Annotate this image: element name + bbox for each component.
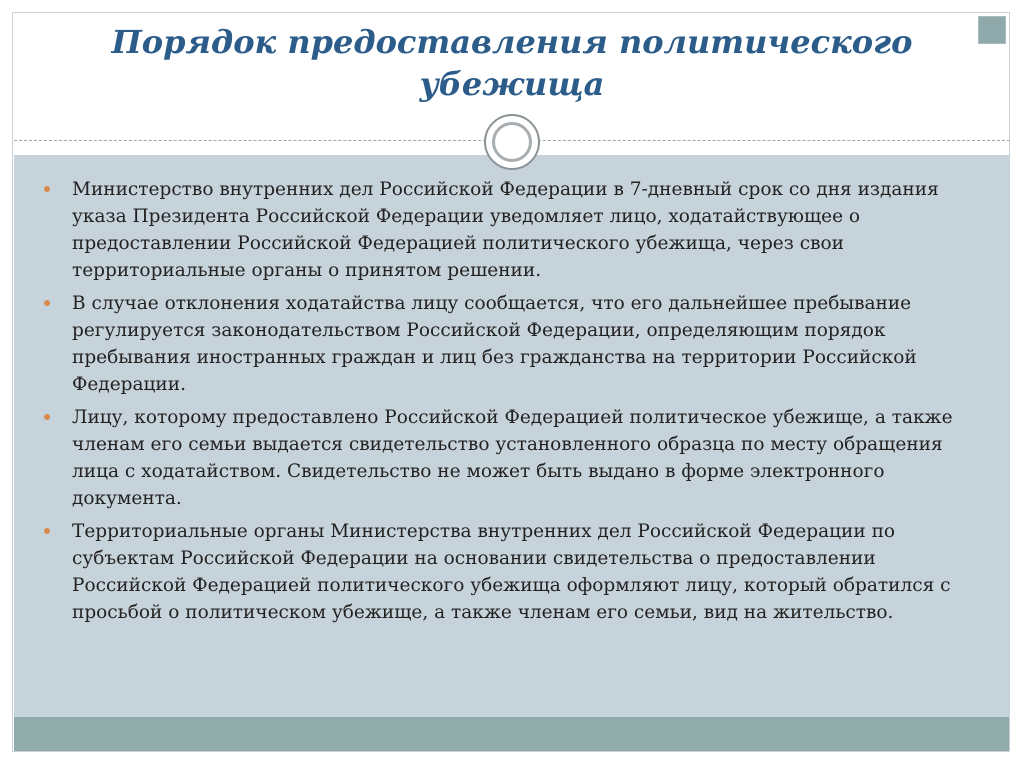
- bullet-icon: [44, 528, 50, 534]
- bullet-text: Территориальные органы Министерства внутренних дел Российской Федерации по субъектам Российской Федерации на основании свидетельства о предоставлении Российской Федерацией политического убежища оформляют лицу, который обратился с просьбой о политическом убежище, а также членам его семьи, вид на жительство.: [72, 521, 951, 623]
- list-item: [44, 518, 964, 626]
- bullet-icon: [44, 186, 50, 192]
- slide-title: Порядок предоставления политического убежища: [111, 23, 913, 103]
- list-item: [44, 290, 964, 398]
- bullet-text: Министерство внутренних дел Российской Федерации в 7-дневный срок со дня издания указа Президента Российской Федерации уведомляет лицо, ходатайствующее о предоставлении Российской Федерацией политического убежища, через свои территориальные органы о принятом решении.: [72, 179, 939, 281]
- bullet-text: В случае отклонения ходатайства лицу сообщается, что его дальнейшее пребывание регулируется законодательством Российской Федерации, определяющим порядок пребывания иностранных граждан и лиц без гражданства на территории Российской Федерации.: [72, 293, 917, 395]
- bullet-icon: [44, 300, 50, 306]
- bullet-icon: [44, 414, 50, 420]
- ring-icon: [484, 114, 540, 170]
- list-item: [44, 404, 964, 512]
- corner-square-decoration: [979, 17, 1005, 43]
- bullet-list: [44, 176, 964, 632]
- list-item: [44, 176, 964, 284]
- ring-inner-circle: [492, 122, 532, 162]
- bullet-text: Лицу, которому предоставлено Российской Федерацией политическое убежище, а также членам его семьи выдается свидетельство установленного образца по месту обращения лица с ходатайством. Свидетельство не может быть выдано в форме электронного документа.: [72, 407, 953, 509]
